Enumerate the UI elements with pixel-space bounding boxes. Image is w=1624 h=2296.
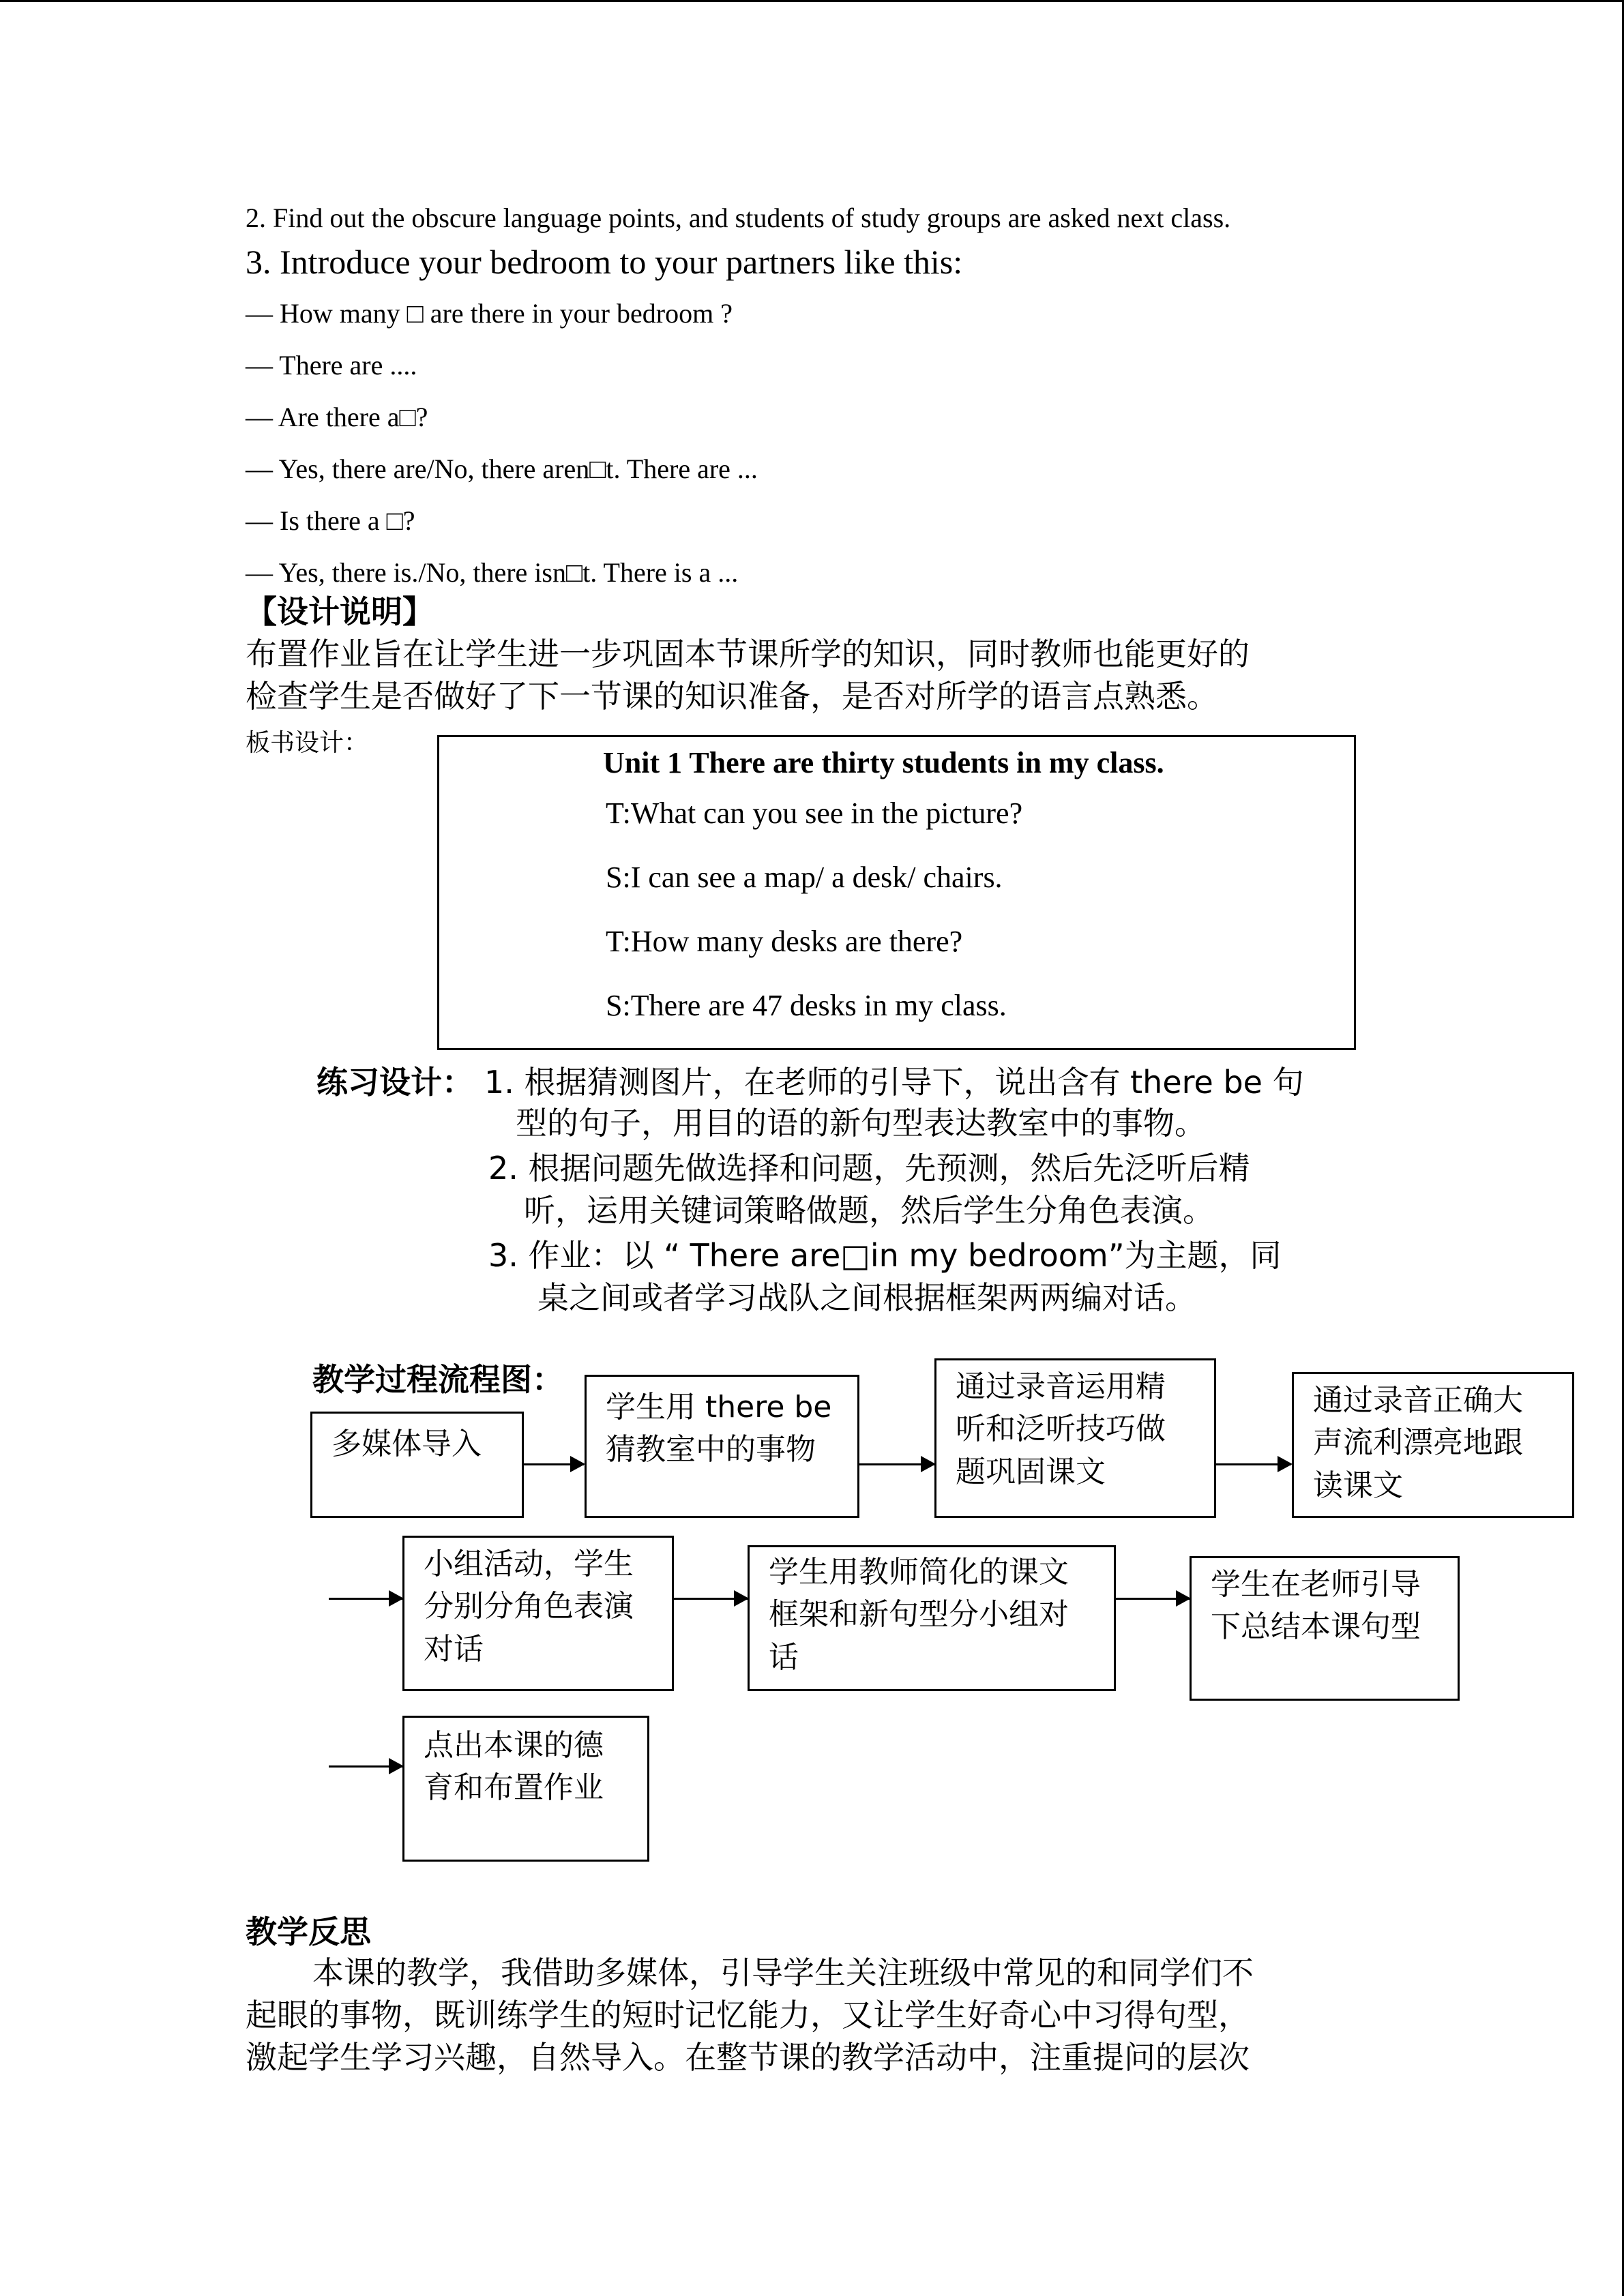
flow-arrow	[1116, 1598, 1190, 1600]
reflection-line: 起眼的事物，既训练学生的短时记忆能力，又让学生好奇心中习得句型，	[246, 1997, 1250, 2033]
blackboard-line: S:I can see a map/ a desk/ chairs.	[606, 861, 1003, 894]
dialog-line: — Yes, there are/No, there aren□t. There are ...	[246, 453, 758, 484]
flow-step-2: 学生用 there be 猜教室中的事物	[585, 1375, 859, 1518]
reflection-line: 本课的教学，我借助多媒体，引导学生关注班级中常见的和同学们不	[312, 1954, 1254, 1991]
flowchart-title: 教学过程流程图：	[312, 1361, 563, 1398]
homework-item-2: 2. Find out the obscure language points, and students of study groups are asked next class.	[246, 203, 1231, 233]
blackboard-title: Unit 1 There are thirty students in my class.	[603, 746, 1164, 779]
flow-arrow	[524, 1463, 584, 1465]
design-note-heading: 【设计说明】	[246, 593, 434, 630]
dialog-line: — Are there a□?	[246, 402, 428, 432]
dialog-line: — There are ....	[246, 350, 417, 381]
dialog-line: — How many □ are there in your bedroom ?	[246, 298, 733, 329]
practice-item-2: 2. 根据问题先做选择和问题，先预测，然后先泛听后精	[488, 1150, 1250, 1187]
blackboard-box	[437, 735, 1356, 1050]
practice-item-1-cont: 型的句子，用目的语的新句型表达教室中的事物。	[516, 1105, 1206, 1142]
practice-item-3: 3. 作业：以 “ There are□in my bedroom”为主题，同	[488, 1237, 1282, 1274]
page-top-border	[0, 0, 1624, 2]
blackboard-label: 板书设计：	[246, 729, 369, 757]
blackboard-line: S:There are 47 desks in my class.	[606, 989, 1007, 1022]
flow-step-4: 通过录音正确大 声流利漂亮地跟 读课文	[1292, 1372, 1574, 1518]
design-note-line: 布置作业旨在让学生进一步巩固本节课所学的知识，同时教师也能更好的	[246, 636, 1250, 672]
flow-arrow	[674, 1598, 748, 1600]
flow-step-8: 点出本课的德 育和布置作业	[402, 1716, 649, 1862]
practice-item-3-cont: 桌之间或者学习战队之间根据框架两两编对话。	[537, 1279, 1196, 1316]
design-note-line: 检查学生是否做好了下一节课的知识准备，是否对所学的语言点熟悉。	[246, 678, 1218, 715]
practice-item-1: 1. 根据猜测图片，在老师的引导下，说出含有 there be 句	[484, 1064, 1304, 1101]
flow-step-1: 多媒体导入	[310, 1412, 524, 1518]
flow-step-5: 小组活动，学生 分别分角色表演 对话	[402, 1536, 674, 1691]
dialog-line: — Yes, there is./No, there isn□t. There is a ...	[246, 557, 739, 588]
homework-item-3: 3. Introduce your bedroom to your partners like this:	[246, 243, 963, 281]
practice-item-2-cont: 听，运用关键词策略做题，然后学生分角色表演。	[524, 1192, 1214, 1229]
practice-label: 练习设计：	[316, 1064, 473, 1101]
flow-arrow	[329, 1765, 402, 1768]
reflection-heading: 教学反思	[246, 1913, 371, 1950]
flow-arrow	[859, 1463, 934, 1465]
flow-step-6: 学生用教师简化的课文 框架和新句型分小组对 话	[748, 1545, 1116, 1691]
blackboard-line: T:How many desks are there?	[606, 925, 963, 958]
flow-arrow	[329, 1598, 402, 1600]
flow-step-3: 通过录音运用精 听和泛听技巧做 题巩固课文	[934, 1358, 1216, 1518]
blackboard-line: T:What can you see in the picture?	[606, 796, 1023, 830]
reflection-line: 激起学生学习兴趣，自然导入。在整节课的教学活动中，注重提问的层次	[246, 2039, 1250, 2076]
dialog-line: — Is there a □?	[246, 505, 415, 536]
flow-step-7: 学生在老师引导 下总结本课句型	[1190, 1556, 1460, 1701]
flow-arrow	[1216, 1463, 1291, 1465]
